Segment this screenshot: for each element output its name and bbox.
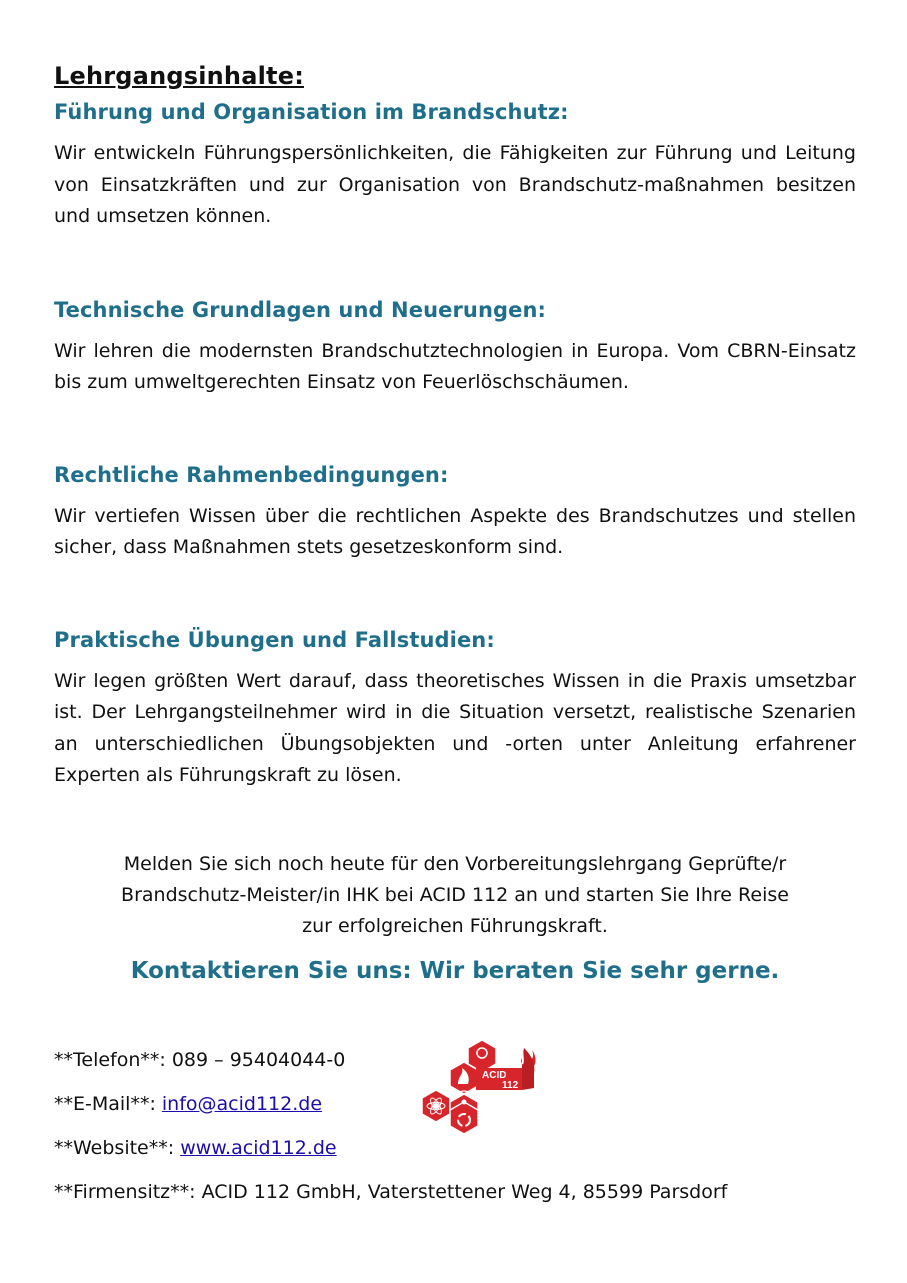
website-link[interactable]: www.acid112.de [180,1136,337,1159]
document-page [54,62,856,1214]
page-title: Lehrgangsinhalte: [54,62,304,90]
acid112-logo-icon [418,1038,538,1138]
cta-line: zur erfolgreichen Führungskraft. [302,914,608,937]
call-to-action [54,849,856,942]
email-link[interactable]: info@acid112.de [161,1092,323,1115]
section-technik [54,298,856,399]
address-value: ACID 112 GmbH, Vaterstettener Weg 4, 85599 Parsdorf [201,1180,728,1203]
section-heading: Praktische Übungen und Fallstudien: [54,627,495,652]
contact-heading: Kontaktieren Sie uns: Wir beraten Sie sehr gerne. [130,957,780,984]
section-heading: Technische Grundlagen und Neuerungen: [54,297,547,322]
section-body: Wir entwickeln Führungspersönlichkeiten, die Fähigkeiten zur Führung und Leitung von Einsatzkräften und zur Organisation von Brandschutz-maßnahmen besitzen und umsetzen können. [54,142,856,227]
section-fuehrung [54,100,856,233]
website-label: **Website**: [54,1136,181,1159]
phone-label: **Telefon**: [54,1048,172,1071]
phone-value: 089 – 95404044-0 [171,1048,346,1071]
svg-text:112: 112 [502,1079,519,1091]
cta-line: Brandschutz-Meister/in IHK bei ACID 112 an und starten Sie Ihre Reise [121,883,789,906]
section-heading: Führung und Organisation im Brandschutz: [54,100,569,124]
section-body: Wir vertiefen Wissen über die rechtlichen Aspekte des Brandschutzes und stellen sicher, dass Maßnahmen stets gesetzeskonform sind. [54,504,856,558]
section-praxis [54,628,856,792]
section-heading: Rechtliche Rahmenbedingungen: [54,462,449,487]
contact-block [54,1038,856,1214]
svg-text:ACID: ACID [482,1069,507,1081]
section-body: Wir lehren die modernsten Brandschutztechnologien in Europa. Vom CBRN-Einsatz bis zum umweltgerechten Einsatz von Feuerlöschschäumen. [54,339,856,393]
email-label: **E-Mail**: [54,1092,162,1115]
cta-line: Melden Sie sich noch heute für den Vorbereitungslehrgang Geprüfte/r [123,852,787,875]
section-recht [54,463,856,564]
address-label: **Firmensitz**: [54,1180,202,1203]
address-line [54,1170,856,1214]
section-body: Wir legen größten Wert darauf, dass theoretisches Wissen in die Praxis umsetzbar ist. Der Lehrgangsteilnehmer wird in die Situation versetzt, realistische Szenarien an unterschiedlichen Übungsobjekten und -orten unter Anleitung erfahrener Experten als Führungskraft zu lösen. [54,669,856,786]
